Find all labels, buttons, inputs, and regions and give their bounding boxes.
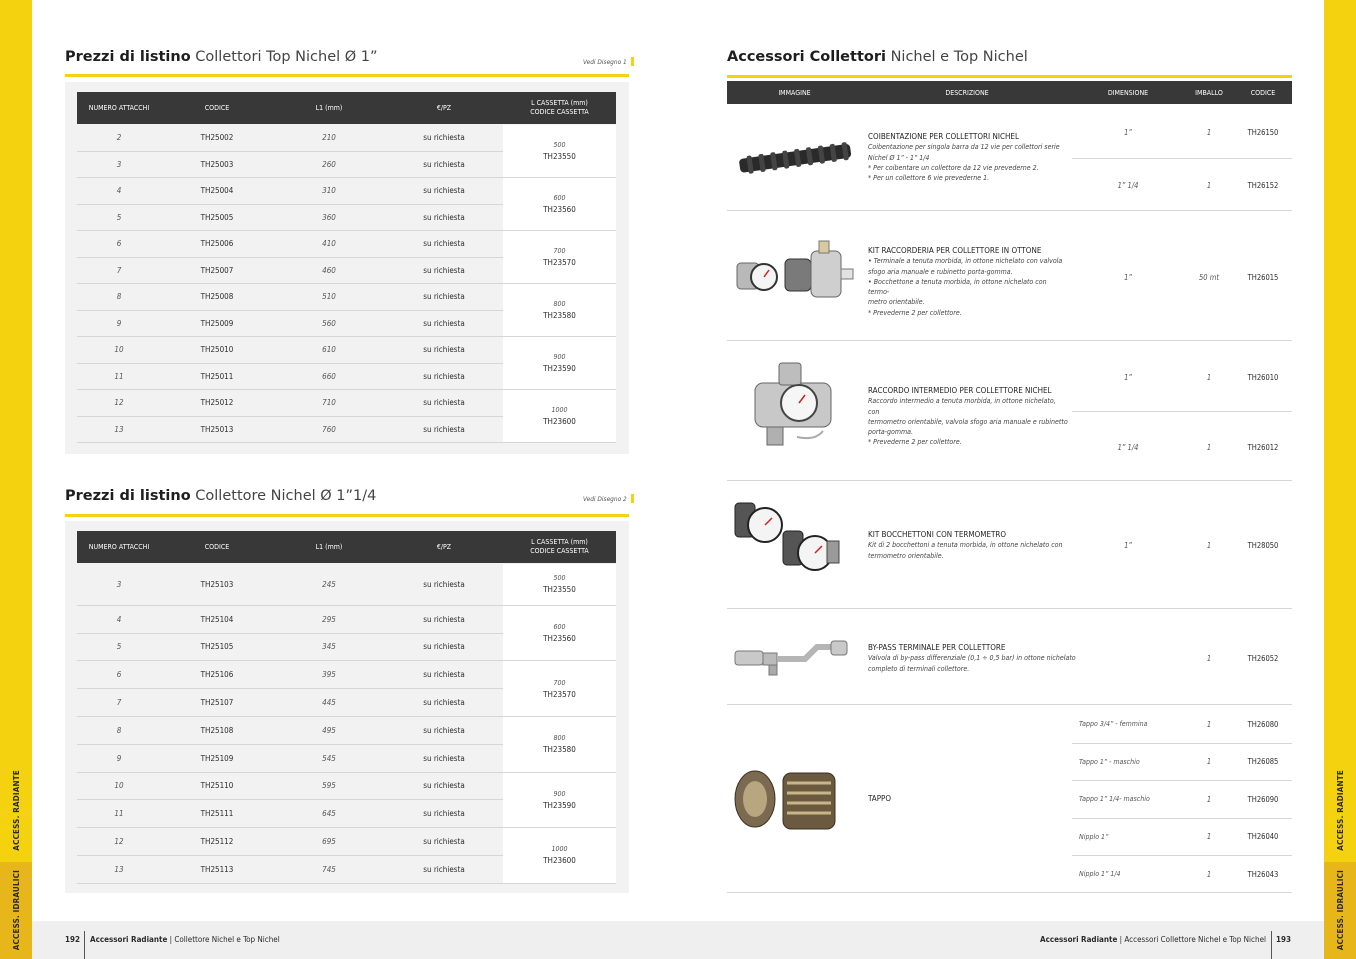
cell-attacchi: 9 [116, 318, 122, 328]
divider [1072, 818, 1292, 819]
cell-attacchi: 9 [116, 753, 122, 763]
cell-prezzo: su richiesta [423, 186, 465, 196]
product-code: TH26040 [1247, 832, 1279, 842]
cell-l1: 460 [322, 265, 336, 275]
cell-codice: TH25002 [200, 133, 234, 143]
cell-l1: 695 [322, 837, 336, 847]
cassetta-cell [503, 337, 616, 390]
table-row [77, 828, 503, 856]
desc-line: completo di terminali collettore. [868, 664, 970, 673]
product-row [727, 609, 1292, 705]
page-footer [32, 921, 1324, 959]
cassetta-code: TH23600 [543, 856, 576, 866]
cell-l1: 710 [322, 398, 336, 408]
cell-attacchi: 2 [116, 133, 122, 143]
footer-divider [1271, 931, 1272, 959]
raccordo-intermedio-image [727, 341, 867, 480]
desc-line: Raccordo intermedio a tenuta morbida, in ottone nichelato, con [868, 397, 1056, 416]
cassetta-cell [503, 564, 616, 606]
desc-line: sfogo aria manuale e rubinetto porta-gomma. [868, 267, 1013, 276]
desc-line: • Terminale a tenuta morbida, in ottone nichelato con valvola [868, 257, 1063, 266]
table-row [77, 231, 503, 258]
product-code: TH26043 [1247, 869, 1279, 879]
cell-codice: TH25010 [200, 345, 234, 355]
cassetta-code: TH23580 [543, 311, 576, 320]
desc-line: Nichel Ø 1” - 1” 1/4 [868, 153, 930, 162]
product-code: TH26015 [1247, 272, 1279, 282]
cassetta-cell [503, 125, 616, 178]
cell-l1: 610 [322, 345, 336, 355]
cell-l1: 660 [322, 371, 336, 381]
cell-l1: 395 [322, 670, 336, 680]
desc-line: * Prevederne 2 per collettore. [868, 308, 962, 317]
cell-l1: 645 [322, 809, 336, 819]
cell-prezzo: su richiesta [423, 345, 465, 355]
cell-l1: 595 [322, 781, 336, 791]
header-cassetta-code: CODICE CASSETTA [530, 547, 589, 555]
cassetta-cell [503, 606, 616, 662]
header-attacchi: NUMERO ATTACCHI [88, 103, 150, 112]
cell-attacchi: 8 [116, 292, 122, 302]
table-row [77, 745, 503, 773]
cell-l1: 445 [322, 698, 336, 708]
cell-l1: 510 [322, 292, 336, 302]
table-row [77, 606, 503, 634]
cell-prezzo: su richiesta [423, 642, 465, 652]
cassetta-cell [503, 828, 616, 884]
table-row [77, 689, 503, 717]
divider [1072, 780, 1292, 781]
product-description [868, 794, 1068, 804]
packaging: 1 [1206, 832, 1212, 842]
product-code: TH28050 [1247, 540, 1279, 550]
divider [1072, 411, 1292, 412]
cell-codice: TH25004 [200, 186, 234, 196]
footer-breadcrumb-left [90, 935, 280, 944]
table-row [77, 205, 503, 232]
header-l1: L1 (mm) [315, 542, 343, 551]
desc-line: metro orientabile. [868, 298, 925, 307]
cell-codice: TH25012 [200, 398, 234, 408]
by-pass-image [727, 609, 867, 704]
dimension: 1” 1/4 [1117, 442, 1139, 452]
cell-prezzo: su richiesta [423, 265, 465, 275]
title-bold: Prezzi di listino [65, 488, 191, 504]
desc-line: * Per un collettore 6 vie prevederne 1. [868, 174, 990, 183]
packaging: 1 [1206, 869, 1212, 879]
product-row [727, 104, 1292, 211]
cell-l1: 360 [322, 212, 336, 222]
cell-codice: TH25110 [200, 781, 234, 791]
cell-prezzo: su richiesta [423, 579, 465, 589]
dimension: 1” [1124, 127, 1132, 137]
cell-prezzo: su richiesta [423, 371, 465, 381]
cell-attacchi: 7 [116, 265, 122, 275]
cell-attacchi: 13 [114, 864, 124, 874]
title-rule [65, 74, 629, 77]
table-row [77, 337, 503, 364]
page-number-left: 192 [65, 935, 81, 944]
product-description [868, 246, 1068, 318]
cell-prezzo: su richiesta [423, 239, 465, 249]
cell-prezzo: su richiesta [423, 698, 465, 708]
product-code: TH26010 [1247, 372, 1279, 382]
cell-attacchi: 5 [116, 642, 122, 652]
cell-codice: TH25013 [200, 424, 234, 434]
table-row [77, 152, 503, 179]
cell-codice: TH25007 [200, 265, 234, 275]
cell-prezzo: su richiesta [423, 864, 465, 874]
product-row [727, 705, 1292, 893]
cell-codice: TH25011 [200, 371, 234, 381]
product-title: RACCORDO INTERMEDIO PER COLLETTORE NICHEL [868, 386, 1052, 395]
cell-l1: 245 [322, 579, 336, 589]
cell-prezzo: su richiesta [423, 159, 465, 169]
product-title: KIT RACCORDERIA PER COLLETTORE IN OTTONE [868, 246, 1042, 255]
cell-attacchi: 12 [114, 398, 124, 408]
cell-attacchi: 12 [114, 837, 124, 847]
dimension: Tappo 1” 1/4- maschio [1079, 795, 1150, 804]
cassetta-length: 500 [553, 574, 566, 583]
table-row [77, 417, 503, 444]
dimension: Nipplo 1” 1/4 [1079, 870, 1121, 879]
cell-attacchi: 10 [114, 345, 124, 355]
packaging: 1 [1206, 653, 1212, 663]
footer-section: Accessori Radiante [1040, 935, 1118, 944]
packaging: 1 [1206, 372, 1212, 382]
cell-l1: 260 [322, 159, 336, 169]
cell-l1: 210 [322, 133, 336, 143]
table-row [77, 773, 503, 801]
cell-attacchi: 3 [116, 159, 122, 169]
cell-prezzo: su richiesta [423, 614, 465, 624]
cell-l1: 560 [322, 318, 336, 328]
cassetta-code: TH23590 [543, 364, 576, 373]
header-cassetta-l: L CASSETTA (mm) [531, 538, 588, 546]
desc-line: • Bocchettone a tenuta morbida, in ottone nichelato con termo- [868, 277, 1047, 297]
desc-line: termometro orientabile, valvola sfogo aria manuale e rubinetto [868, 417, 1068, 426]
accessori-header [727, 81, 1292, 104]
cell-codice: TH25006 [200, 239, 234, 249]
product-code: TH26090 [1247, 794, 1279, 804]
table-row [77, 364, 503, 391]
cassetta-cell [503, 390, 616, 443]
footer-subsection: | Collettore Nichel e Top Nichel [169, 935, 280, 944]
cell-prezzo: su richiesta [423, 725, 465, 735]
divider [1072, 743, 1292, 744]
tappo-image [727, 705, 867, 892]
cassetta-code: TH23550 [543, 152, 576, 161]
cassetta-code: TH23590 [543, 800, 576, 810]
side-tab-label: ACCESS. RADIANTE [11, 769, 21, 851]
cell-prezzo: su richiesta [423, 781, 465, 791]
cell-prezzo: su richiesta [423, 837, 465, 847]
cell-prezzo: su richiesta [423, 212, 465, 222]
side-tab-radiante[interactable] [1324, 760, 1356, 860]
header-codice: CODICE [204, 103, 230, 112]
kit-bocchettoni-image [727, 481, 867, 608]
header-prezzo: €/PZ [436, 542, 452, 551]
side-tab-idraulici[interactable] [0, 862, 32, 959]
cassetta-length: 1000 [551, 406, 568, 414]
coibentazione-image [727, 104, 867, 210]
footer-breadcrumb-right [1040, 935, 1266, 944]
title-bold: Prezzi di listino [65, 49, 191, 65]
packaging: 1 [1206, 180, 1212, 190]
cassetta-cell [503, 661, 616, 717]
table2-title [65, 488, 376, 504]
product-code: TH26152 [1247, 180, 1279, 190]
cassetta-length: 900 [553, 789, 566, 798]
desc-line: Coibentazione per singola barra da 12 vie per collettori serie [868, 143, 1060, 152]
left-side-bar [0, 0, 32, 959]
side-tab-idraulici[interactable] [1324, 862, 1356, 959]
cell-codice: TH25103 [200, 579, 234, 589]
cell-prezzo: su richiesta [423, 318, 465, 328]
dimension: 1” 1/4 [1117, 180, 1139, 190]
cell-l1: 545 [322, 753, 336, 763]
header-l1: L1 (mm) [315, 103, 343, 112]
header-descrizione: DESCRIZIONE [945, 88, 989, 97]
product-code: TH26085 [1247, 757, 1279, 767]
cell-attacchi: 7 [116, 698, 122, 708]
cell-codice: TH25107 [200, 698, 234, 708]
dimension: Tappo 1” - maschio [1079, 757, 1140, 766]
right-side-bar [1324, 0, 1356, 959]
header-attacchi: NUMERO ATTACCHI [88, 542, 150, 551]
cell-codice: TH25005 [200, 212, 234, 222]
dimension: 1” [1124, 372, 1132, 382]
cassetta-code: TH23550 [543, 585, 576, 595]
page-number-right: 193 [1275, 935, 1291, 944]
packaging: 1 [1206, 540, 1212, 550]
cassetta-cell [503, 284, 616, 337]
table1-title [65, 49, 378, 65]
cell-attacchi: 4 [116, 614, 122, 624]
cell-prezzo: su richiesta [423, 753, 465, 763]
drawing-note: Vedi Disegno 2 [583, 494, 634, 503]
header-cassetta [503, 531, 616, 563]
footer-section: Accessori Radiante [90, 935, 168, 944]
cell-codice: TH25105 [200, 642, 234, 652]
table2-header [77, 531, 616, 563]
cassetta-code: TH23570 [543, 258, 576, 267]
drawing-note: Vedi Disegno 1 [583, 57, 634, 66]
packaging: 1 [1206, 719, 1212, 729]
header-cassetta-code: CODICE CASSETTA [530, 108, 589, 116]
table-row [77, 178, 503, 205]
cell-codice: TH25109 [200, 753, 234, 763]
header-dimensione: DIMENSIONE [1107, 88, 1149, 97]
product-code: TH26150 [1247, 127, 1279, 137]
cassetta-length: 1000 [551, 845, 568, 854]
cell-prezzo: su richiesta [423, 292, 465, 302]
cell-l1: 310 [322, 186, 336, 196]
product-code: TH26012 [1247, 442, 1279, 452]
product-description [868, 132, 1068, 183]
cassetta-code: TH23560 [543, 205, 576, 214]
divider [1072, 855, 1292, 856]
packaging: 1 [1206, 442, 1212, 452]
product-title: COIBENTAZIONE PER COLLETTORI NICHEL [868, 132, 1019, 141]
cell-codice: TH25106 [200, 670, 234, 680]
cassetta-code: TH23580 [543, 745, 576, 755]
cassetta-length: 800 [553, 300, 566, 308]
cell-prezzo: su richiesta [423, 398, 465, 408]
cassetta-cell [503, 773, 616, 829]
cassetta-length: 600 [553, 623, 566, 632]
table-row [77, 856, 503, 884]
title-bold: Accessori Collettori [727, 49, 886, 65]
cassetta-code: TH23560 [543, 634, 576, 644]
desc-line: porta-gomma. [868, 428, 914, 437]
side-tab-label: ACCESS. IDRAULICI [11, 870, 21, 951]
table-row [77, 390, 503, 417]
cell-codice: TH25111 [200, 809, 234, 819]
product-code: TH26052 [1247, 653, 1279, 663]
title-rule [65, 514, 629, 517]
product-description [868, 530, 1068, 561]
packaging: 50 mt [1199, 272, 1219, 282]
product-row [727, 341, 1292, 481]
product-title: BY-PASS TERMINALE PER COLLETTORE [868, 643, 1006, 652]
table1-header [77, 92, 616, 124]
desc-line: Valvola di by-pass differenziale (0,1 ÷ 0,5 bar) in ottone nichelato [868, 654, 1076, 663]
dimension: Nipplo 1” [1079, 832, 1109, 841]
header-imballo: IMBALLO [1195, 88, 1223, 97]
cell-attacchi: 3 [116, 579, 122, 589]
side-tab-radiante[interactable] [0, 760, 32, 860]
product-title: TAPPO [868, 794, 892, 803]
cell-prezzo: su richiesta [423, 424, 465, 434]
cell-attacchi: 4 [116, 186, 122, 196]
product-title: KIT BOCCHETTONI CON TERMOMETRO [868, 530, 1007, 539]
packaging: 1 [1206, 757, 1212, 767]
header-prezzo: €/PZ [436, 103, 452, 112]
cell-prezzo: su richiesta [423, 809, 465, 819]
accessori-title [727, 49, 1028, 65]
cell-l1: 495 [322, 725, 336, 735]
table-row [77, 125, 503, 152]
cell-codice: TH25112 [200, 837, 234, 847]
product-row [727, 481, 1292, 609]
cassetta-length: 500 [553, 141, 566, 149]
header-cassetta [503, 92, 616, 124]
table-row [77, 311, 503, 338]
cassetta-cell [503, 178, 616, 231]
cassetta-length: 900 [553, 353, 566, 361]
cassetta-length: 700 [553, 678, 566, 687]
divider [1072, 158, 1292, 159]
title-rule [727, 75, 1292, 78]
desc-line: termometro orientabile. [868, 551, 944, 560]
table-row [77, 717, 503, 745]
title-light: Collettore Nichel Ø 1”1/4 [195, 488, 377, 504]
header-codice: CODICE [1250, 88, 1276, 97]
cell-codice: TH25009 [200, 318, 234, 328]
cell-l1: 295 [322, 614, 336, 624]
cell-attacchi: 11 [114, 371, 124, 381]
kit-raccorderia-image [727, 211, 867, 340]
cassetta-code: TH23600 [543, 417, 576, 426]
footer-divider [84, 931, 85, 959]
header-cassetta-l: L CASSETTA (mm) [531, 99, 588, 107]
table-row [77, 564, 503, 606]
cell-attacchi: 8 [116, 725, 122, 735]
cell-codice: TH25108 [200, 725, 234, 735]
product-description [868, 643, 1078, 674]
desc-line: * Prevederne 2 per collettore. [868, 438, 962, 447]
dimension: 1” [1124, 540, 1132, 550]
cell-codice: TH25003 [200, 159, 234, 169]
cell-l1: 410 [322, 239, 336, 249]
table-row [77, 661, 503, 689]
table-row [77, 284, 503, 311]
side-tab-label: ACCESS. IDRAULICI [1335, 870, 1345, 951]
cell-prezzo: su richiesta [423, 133, 465, 143]
cassetta-length: 600 [553, 194, 566, 202]
table-row [77, 800, 503, 828]
cassetta-cell [503, 717, 616, 773]
cassetta-code: TH23570 [543, 689, 576, 699]
desc-line: Kit di 2 bocchettoni a tenuta morbida, in ottone nichelato con [868, 541, 1063, 550]
dimension: Tappo 3/4” - femmina [1079, 720, 1148, 728]
cassetta-length: 700 [553, 247, 566, 255]
cell-attacchi: 13 [114, 424, 124, 434]
header-immagine: IMMAGINE [778, 88, 811, 97]
title-light: Collettori Top Nichel Ø 1” [195, 49, 378, 65]
cell-l1: 760 [322, 424, 336, 434]
cell-attacchi: 6 [116, 670, 122, 680]
product-row [727, 211, 1292, 341]
header-codice: CODICE [204, 542, 230, 551]
cassetta-cell [503, 231, 616, 284]
cell-codice: TH25008 [200, 292, 234, 302]
cell-codice: TH25104 [200, 614, 234, 624]
cell-l1: 745 [322, 864, 336, 874]
cell-codice: TH25113 [200, 864, 234, 874]
dimension: 1” [1124, 272, 1132, 282]
desc-line: * Per coibentare un collettore da 12 vie prevederne 2. [868, 163, 1039, 172]
cell-attacchi: 6 [116, 239, 122, 249]
cell-attacchi: 10 [114, 781, 124, 791]
cell-attacchi: 5 [116, 212, 122, 222]
side-tab-label: ACCESS. RADIANTE [1335, 769, 1345, 851]
footer-subsection: | Accessori Collettore Nichel e Top Nichel [1119, 935, 1266, 944]
table-row [77, 258, 503, 285]
cell-prezzo: su richiesta [423, 670, 465, 680]
title-light: Nichel e Top Nichel [890, 49, 1028, 65]
cell-l1: 345 [322, 642, 336, 652]
cassetta-length: 800 [553, 734, 566, 743]
product-code: TH26080 [1247, 719, 1279, 729]
packaging: 1 [1206, 127, 1212, 137]
table-row [77, 634, 503, 662]
cell-attacchi: 11 [114, 809, 124, 819]
packaging: 1 [1206, 794, 1212, 804]
product-description [868, 386, 1068, 448]
